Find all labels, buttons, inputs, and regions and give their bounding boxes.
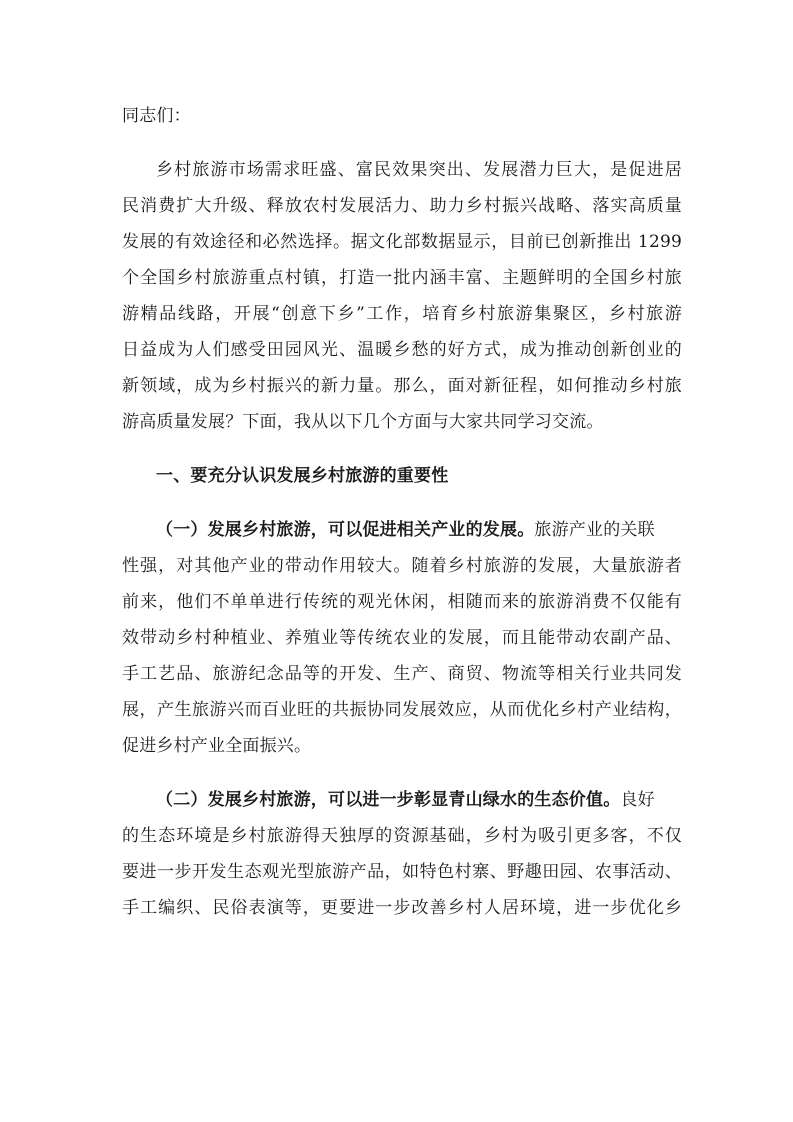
paragraph-line: 展，产生旅游兴而百业旺的共振协同发展效应，从而优化乡村产业结构，	[122, 700, 682, 720]
paragraph-line: 游高质量发展？下面，我从以下几个方面与大家共同学习交流。	[122, 412, 604, 432]
subsection-2-paragraph	[122, 782, 682, 926]
salutation: 同志们：	[122, 106, 191, 126]
paragraph-line	[122, 512, 682, 548]
paragraph-line: 个全国乡村旅游重点村镇，打造一批内涵丰富、主题鲜明的全国乡村旅	[122, 268, 682, 288]
paragraph-line: 手工编织、民俗表演等，更要进一步改善乡村人居环境，进一步优化乡	[122, 898, 682, 918]
section-heading: 一、要充分认识发展乡村旅游的重要性	[156, 466, 449, 486]
paragraph-line: 效带动乡村种植业、养殖业等传统农业的发展，而且能带动农副产品、	[122, 628, 682, 648]
intro-paragraph	[122, 152, 682, 440]
paragraph-line: 民消费扩大升级、释放农村发展活力、助力乡村振兴战略、落实高质量	[122, 196, 682, 216]
paragraph-line: 发展的有效途径和必然选择。据文化部数据显示，目前已创新推出 1299	[122, 232, 682, 252]
subsection-2-title: （二）发展乡村旅游，可以进一步彰显青山绿水的生态价值。	[156, 790, 621, 810]
paragraph-line: 新领域，成为乡村振兴的新力量。那么，面对新征程，如何推动乡村旅	[122, 376, 682, 396]
paragraph-gap	[122, 440, 682, 458]
paragraph-line: 性强，对其他产业的带动作用较大。随着乡村旅游的发展，大量旅游者	[122, 556, 682, 576]
paragraph-line: 促进乡村产业全面振兴。	[122, 736, 312, 756]
paragraph-line: 前来，他们不单单进行传统的观光休闲，相随而来的旅游消费不仅能有	[122, 592, 682, 612]
paragraph-line: 手工艺品、旅游纪念品等的开发、生产、商贸、物流等相关行业共同发	[122, 664, 682, 684]
subsection-1-title: （一）发展乡村旅游，可以促进相关产业的发展。	[156, 520, 535, 540]
paragraph-gap	[122, 494, 682, 512]
paragraph-line: 游精品线路，开展“创意下乡”工作，培育乡村旅游集聚区，乡村旅游	[122, 304, 682, 324]
document-body	[122, 98, 682, 926]
paragraph-line: 日益成为人们感受田园风光、温暖乡愁的好方式，成为推动创新创业的	[122, 340, 682, 360]
paragraph-line	[122, 782, 682, 818]
subsection-2-lead: 良好	[620, 790, 655, 810]
paragraph-line: 的生态环境是乡村旅游得天独厚的资源基础，乡村为吸引更多客，不仅	[122, 826, 682, 846]
paragraph-line: 乡村旅游市场需求旺盛、富民效果突出、发展潜力巨大，是促进居	[156, 160, 682, 180]
subsection-1-paragraph	[122, 512, 682, 764]
subsection-1-lead: 旅游产业的关联	[534, 520, 655, 540]
paragraph-line: 要进一步开发生态观光型旅游产品，如特色村寨、野趣田园、农事活动、	[122, 862, 682, 882]
paragraph-gap	[122, 764, 682, 782]
paragraph-gap	[122, 134, 682, 152]
